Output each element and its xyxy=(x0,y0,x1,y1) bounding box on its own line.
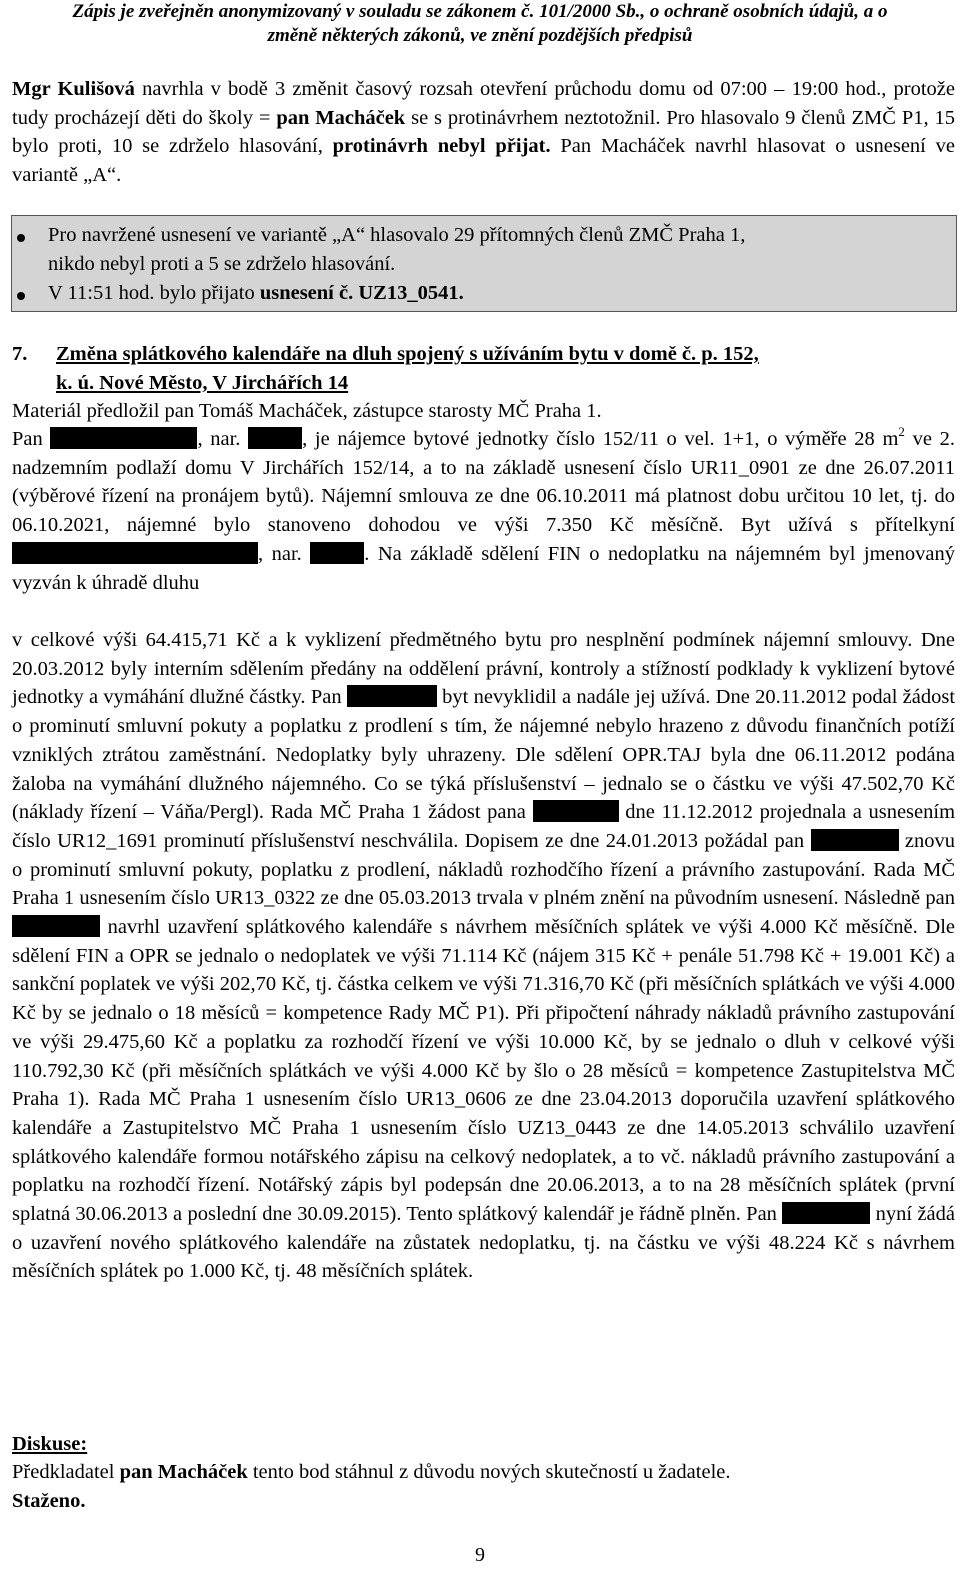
redacted-block xyxy=(12,542,258,564)
vote-result: protinávrh nebyl přijat. xyxy=(332,135,551,158)
body-paragraph-1: Pan , nar. , je nájemce bytové jednotky číslo 152/11 o vel. 1+1, o výměře 28 $m^2$ ve 2. nadzemním podlaží domu V Jirchářích 152/14, a to na základě usnesení číslo UR11_0901 ze dne 26.07.2011 (výběrové řízení na pronájem bytů). Nájemní smlouva ze dne 06.10.2011 má platnost dobu určitou 10 let, tj. do 06.10.2021, nájemné bylo stanoveno dohodou ve výši 7.350 Kč měsíčně. Byt užívá s přítelkyní , nar. . Na základě sdělení FIN o nedoplatku na nájemném byl jmenovaný vyzván k úhradě dluhu xyxy=(12,424,955,594)
bullet-icon xyxy=(17,234,25,242)
speaker-name: pan Macháček xyxy=(276,106,406,129)
discussion-text: Předkladatel pan Macháček tento bod stáhnul z důvodu nových skutečností u žadatele. xyxy=(12,1461,731,1483)
intro-paragraph: Mgr Kulišová navrhla v bodě 3 změnit časový rozsah otevření průchodu domu od 07:00 – 19:00 hod., protože tudy procházejí děti do školy = pan Macháček se s protinávrhem neztotožnil. Pro hlasovalo 9 členů ZMČ P1, 15 bylo proti, 10 se zdrželo hlasování, protinávrh nebyl přijat. Pan Macháček navrhl hlasovat o usnesení ve variantě „A“. xyxy=(12,78,956,187)
redacted-block xyxy=(782,1202,870,1224)
page-number: 9 xyxy=(475,1544,485,1566)
redacted-block xyxy=(248,427,302,449)
body-paragraph-2: v celkové výši 64.415,71 Kč a k vyklizení předmětného bytu pro nesplnění podmínek nájemní smlouvy. Dne 20.03.2012 byly interním sdělením předány na oddělení právní, kontroly a stížností podklady k vyklizení bytové jednotky a vymáhání dlužné částky. Pan byt nevyklidil a nadále jej užívá. Dne 20.11.2012 podal žádost o prominutí smluvní pokuty a poplatku z prodlení s tím, že nájemné nebylo hrazeno z důvodu finančních potíží vzniklých ztrátou zaměstnání. Nedoplatky byly uhrazeny. Dle sdělení OPR.TAJ byla dne 06.11.2012 podána žaloba na vymáhání dlužného nájemného. Co se týká příslušenství – jednalo se o částku ve výši 47.502,70 Kč (náklady řízení – Váňa/Pergl). Rada MČ Praha 1 žádost pana dne 11.12.2012 projednala a usnesením číslo UR12_1691 prominutí příslušenství neschválila. Dopisem ze dne 24.01.2013 požádal pan znovu o prominutí smluvní pokuty, poplatku z prodlení, nákladů rozhodčího řízení a právního zastupování. Rada MČ Praha 1 usnesením číslo UR13_0322 ze dne 05.03.2013 trvala v plném znění na původním usnesení. Následně pan navrhl uzavření splátkového kalendáře s návrhem měsíčních splátek ve výši 4.000 Kč měsíčně. Dle sdělení FIN a OPR se jednalo o nedoplatek ve výši 71.114 Kč (nájem 315 Kč + penále 51.798 Kč + 19.001 Kč) a sankční poplatek ve výši 202,70 Kč, tj. částka celkem ve výši 71.316,70 Kč (při měsíčních splátkách ve výši 4.000 Kč by se jednalo o 18 měsíců = kompetence Rady MČ P1). Při připočtení náhrady nákladů právního zastupování ve výši 29.475,60 Kč a poplatku za rozhodčí řízení ve výši 10.000 Kč, by se jednalo o dluh v celkové výši 110.792,30 Kč (při měsíčních splátkách ve výši 4.000 Kč by šlo o 28 měsíců = kompetence Zastupitelstva MČ Praha 1). Rada MČ Praha 1 usnesením číslo UR13_0606 ze dne 23.04.2013 doporučila uzavření splátkového kalendáře a Zastupitelstvo MČ Praha 1 usnesením číslo UZ13_0443 ze dne 14.05.2013 schválilo uzavření splátkového kalendáře formou notářského zápisu na celkový nedoplatek, a to vč. nákladů právního zastupování a poplatku na rozhodčí řízení. Notářský zápis byl podepsán dne 20.06.2013, a to na 28 měsíčních splátek (první splatná 30.06.2013 a poslední dne 30.09.2015). Tento splátkový kalendář je řádně plněn. Pan nyní žádá o uzavření nového splátkového kalendáře na zůstatek nedoplatku, tj. na částku ve výši 48.224 Kč s návrhem měsíčních splátek po 1.000 Kč, tj. 48 měsíčních splátek. xyxy=(12,629,956,1283)
section-title-line-2: k. ú. Nové Město, V Jirchářích 14 xyxy=(56,371,349,394)
vote-line-3: V 11:51 hod. bylo přijato usnesení č. UZ13_0541. xyxy=(48,282,464,304)
section-title xyxy=(12,340,955,397)
bullet-icon xyxy=(17,292,25,300)
vote-line-1: Pro navržené usnesení ve variantě „A“ hlasovalo 29 přítomných členů ZMČ Praha 1, xyxy=(48,224,746,246)
redacted-block xyxy=(50,427,197,449)
discussion-result: Staženo. xyxy=(12,1490,86,1512)
speaker-name: pan Macháček xyxy=(119,1461,248,1483)
section-number: 7. xyxy=(12,343,28,365)
redacted-block xyxy=(310,542,364,564)
redacted-block xyxy=(533,800,619,822)
speaker-name: Mgr Kulišová xyxy=(12,78,135,100)
section-title-line-1: Změna splátkového kalendáře na dluh spojený s užíváním bytu v domě č. p. 152, xyxy=(56,343,759,365)
redacted-block xyxy=(347,685,437,707)
resolution-number: usnesení č. UZ13_0541. xyxy=(259,282,464,304)
redacted-block xyxy=(811,829,899,851)
presenter-line: Materiál předložil pan Tomáš Macháček, zástupce starosty MČ Praha 1. xyxy=(12,400,602,422)
redacted-block xyxy=(12,915,100,937)
vote-line-2: nikdo nebyl proti a 5 se zdrželo hlasování. xyxy=(48,253,396,275)
header-line-1: Zápis je zveřejněn anonymizovaný v souladu se zákonem č. 101/2000 Sb., o ochraně osobních údajů, a o xyxy=(72,1,888,22)
discussion-heading: Diskuse: xyxy=(12,1433,88,1455)
header-line-2: změně některých zákonů, ve znění pozdějších předpisů xyxy=(267,25,693,46)
page-header xyxy=(0,0,960,48)
